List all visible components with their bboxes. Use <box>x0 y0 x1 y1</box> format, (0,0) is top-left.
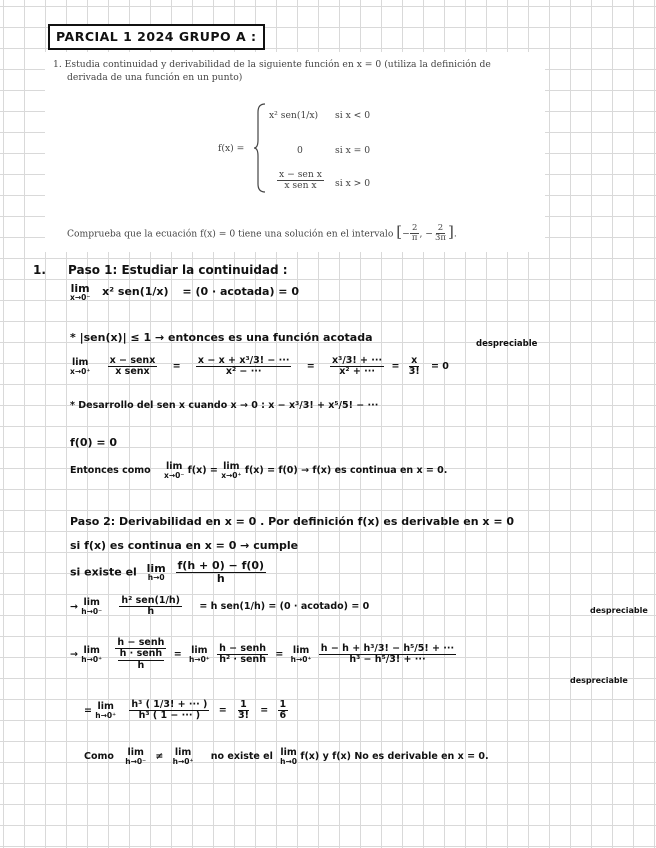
bounded-note: * |sen(x)| ≤ 1 → entonces es una función acotada <box>70 331 373 344</box>
case-1-cond: si x < 0 <box>335 110 371 121</box>
despreciable-note-2: despreciable <box>590 606 648 615</box>
sine-expansion-note: * Desarrollo del sen x cuando x → 0 : x − x³/3! + x⁵/5! − ··· <box>70 400 379 411</box>
derivative-right-limit: → lim h→0⁺ $\frac{\text{h − senh}}{\frac{\text{h · senh}}{h}}$ = lim h→0⁺ $\frac{\text{h − senh}}{\text{h² · senh}}$ = lim h→0⁺ $\frac{\text{h − h + h³/3! − h⁵/5! + ···}}{\text{h³ − h⁵/3! + ···}}$ <box>70 637 455 671</box>
paso-2-heading: Paso 2: Derivabilidad en x = 0 . Por definición f(x) es derivable en x = 0 <box>70 515 515 528</box>
despreciable-note-3: despreciable <box>570 676 628 685</box>
paso-1-heading: Paso 1: Estudiar la continuidad : <box>68 263 288 277</box>
case-1-expr: x² sen(1/x) <box>269 110 319 121</box>
derivative-definition: si existe el lim h→0 $\frac{f(h + 0) - f(0)}{h}$ <box>70 559 265 586</box>
statement-line-1: 1. Estudia continuidad y derivabilidad de la siguiente función en x = 0 (utiliza la definición de <box>53 59 491 70</box>
derivative-left-limit: → lim h→0⁻ $\frac{\text{h² sen(1/h)}}{h}$ = h sen(1/h) = (0 · acotado) = 0 <box>70 595 370 618</box>
f-zero-value: f(0) = 0 <box>70 436 118 449</box>
limit-left-line: lim x→0⁻ x² sen(1/x) = (0 · acotada) = 0 <box>70 282 300 302</box>
piecewise-label: f(x) = <box>218 143 245 154</box>
continuity-condition: si f(x) es continua en x = 0 → cumple <box>70 539 299 552</box>
solution-number: 1. <box>33 263 46 277</box>
case-3-cond: si x > 0 <box>335 178 371 189</box>
check-line: Comprueba que la ecuación f(x) = 0 tiene una solución en el intervalo [− $\frac{2}{\pi}$ , − $\frac{2}{3\pi}$ ]. <box>67 222 457 244</box>
derivative-simplification: = lim h→0⁺ $\frac{\text{h³ ( 1/3! + ··· )}}{\text{h³ ( 1 − ··· )}}$ = $\frac{1}{3!}$ = $\frac{1}{6}$ <box>84 699 287 722</box>
despreciable-note-1: despreciable <box>476 339 538 349</box>
exam-title: PARCIAL 1 2024 GRUPO A : <box>48 24 265 50</box>
piecewise-brace <box>253 102 267 194</box>
case-2-expr: 0 <box>297 145 303 156</box>
problem-statement <box>45 52 545 252</box>
statement-line-2: derivada de una función en un punto) <box>67 72 243 83</box>
continuity-conclusion: Entonces como lim x→0⁻ f(x) = lim x→0⁺ f(x) = f(0) → f(x) es continua en x = 0. <box>70 461 448 480</box>
limit-right-line: lim x→0⁺ $\frac{\text{x − senx}}{\text{x senx}}$ = $\frac{\text{x − x + x³/3! − ···}}{\text{x² − ···}}$ = $\frac{\text{x³/3! + ···}}{\text{x² + ···}}$ = $\frac{x}{3!}$ = 0 <box>70 355 449 378</box>
case-2-cond: si x = 0 <box>335 145 371 156</box>
case-3-expr: $\frac{\text{x − sen x}}{\text{x sen x}}$ <box>279 169 322 192</box>
derivability-conclusion: Como lim h→0⁻ ≠ lim h→0⁺ no existe el lim h→0 f(x) y f(x) No es derivable en x = 0. <box>84 747 489 766</box>
